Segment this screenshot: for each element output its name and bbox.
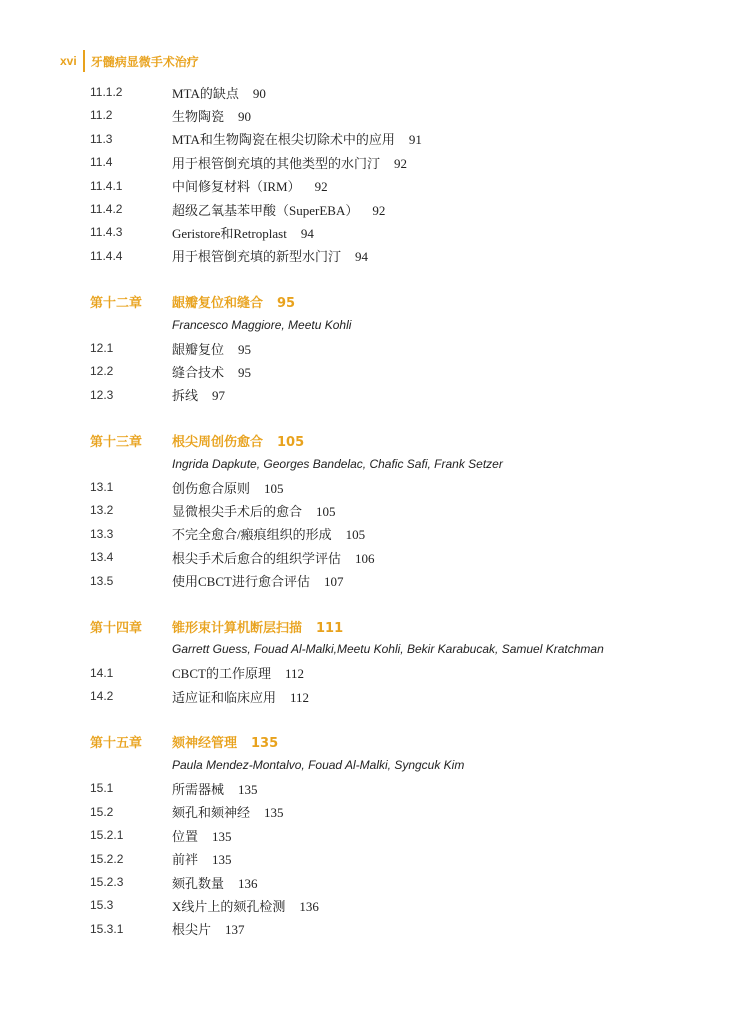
section-title-text: 不完全愈合/瘢痕组织的形成 [172,527,332,543]
section-page: 95 [238,364,252,380]
section-title-text: 用于根管倒充填的其他类型的水门汀 [172,155,381,171]
section-title [172,339,251,358]
section-title-text: 创伤愈合原则 [172,480,251,496]
chapter-title-text: 根尖周创伤愈合 [172,434,264,450]
header-divider [83,50,85,72]
section-number: 12.1 [90,341,114,355]
section-title-text: 龈瓣复位 [172,341,225,357]
section-title [172,223,314,242]
section-number: 15.2.2 [90,851,124,866]
section-page: 94 [300,225,314,241]
section-page: 112 [290,689,310,705]
chapter-label: 第十四章 [90,620,143,636]
chapter-title-text: 锥形束计算机断层扫描 [172,620,303,636]
section-number: 13.4 [90,550,114,565]
chapter-page: 95 [277,295,296,311]
section-page: 112 [284,666,304,682]
section-title-text: MTA和生物陶瓷在根尖切除术中的应用 [172,132,395,148]
section-number: 15.3.1 [90,921,124,936]
section-title [172,687,309,706]
section-title-text: 生物陶瓷 [172,108,225,124]
section-title-text: 所需器械 [172,781,225,797]
section-title-text: 中间修复材料（IRM） [172,179,301,195]
section-number: 14.1 [90,665,114,680]
section-title-text: 显微根尖手术后的愈合 [172,503,303,519]
section-number: 12.2 [90,364,114,379]
section-number: 11.3 [90,131,113,146]
section-number: 11.4.4 [90,248,123,263]
section-page: 135 [212,828,232,844]
chapter-page: 111 [316,620,344,636]
chapter-title-text: 颏神经管理 [172,736,238,752]
section-number: 11.1.2 [90,85,123,99]
section-page: 95 [238,341,252,357]
chapter-page: 105 [277,434,305,450]
section-title [172,246,368,265]
section-page: 97 [212,388,226,404]
section-title-text: 用于根管倒充填的新型水门汀 [172,249,342,265]
section-page: 90 [252,85,266,101]
section-title-text: MTA的缺点 [172,85,239,101]
section-page: 105 [345,527,366,543]
section-page: 92 [314,179,328,195]
section-page: 136 [299,898,319,914]
section-title-text: 根尖手术后愈合的组织学评估 [172,550,342,566]
section-title [172,129,422,148]
section-title [172,919,245,938]
section-page: 94 [355,249,369,265]
chapter-label: 第十五章 [90,736,143,752]
chapter-label: 第十三章 [90,434,143,450]
section-title [172,362,251,381]
section-title [172,385,225,404]
section-page: 92 [372,202,386,218]
section-page: 91 [408,132,422,148]
section-title [172,571,343,590]
section-number: 13.5 [90,573,114,588]
section-title-text: CBCT的工作原理 [172,666,271,682]
section-title [172,524,365,543]
section-title [172,663,304,682]
section-number: 13.2 [90,503,114,518]
section-number: 15.3 [90,898,114,913]
section-number: 13.1 [90,480,114,494]
chapter-title [172,292,295,311]
section-page: 135 [238,781,258,797]
section-number: 14.2 [90,689,114,704]
section-title-text: 缝合技术 [172,364,225,380]
section-number: 15.2 [90,804,114,819]
section-title [172,802,284,821]
chapter-page: 135 [251,736,279,752]
section-title [172,826,232,845]
section-title [172,83,266,102]
section-page: 137 [225,922,245,938]
section-title [172,478,284,497]
section-number: 11.4 [90,155,113,170]
section-number: 15.2.3 [90,875,124,889]
section-title-text: 颏孔和颏神经 [172,805,251,821]
book-title: 牙髓病显微手术治疗 [90,54,199,69]
chapter-title-text: 龈瓣复位和缝合 [172,295,264,311]
section-title-text: 使用CBCT进行愈合评估 [172,574,310,590]
section-title [172,153,407,172]
section-page: 135 [212,852,232,868]
chapter-authors: Ingrida Dapkute, Georges Bandelac, Chafic Safi, Frank Setzer [172,456,503,471]
running-header [60,50,199,72]
section-page: 90 [238,108,252,124]
page-number: xvi [60,54,77,68]
section-title-text: 位置 [172,828,199,844]
section-number: 15.1 [90,781,114,796]
chapter-authors: Garrett Guess, Fouad Al-Malki,Meetu Kohli, Bekir Karabucak, Samuel Kratchman [172,642,604,657]
section-number: 15.2.1 [90,828,124,843]
section-title [172,896,319,915]
section-page: 107 [323,574,344,590]
section-number: 12.3 [90,387,114,402]
section-page: 136 [238,875,258,891]
chapter-label: 第十二章 [90,295,143,311]
section-number: 13.3 [90,526,114,541]
section-title [172,779,258,798]
section-title-text: 超级乙氧基苯甲酸（SuperEBA） [172,202,359,218]
section-title-text: 适应证和临床应用 [172,689,277,705]
section-page: 105 [316,503,336,519]
chapter-authors: Francesco Maggiore, Meetu Kohli [172,317,352,332]
section-title-text: 根尖片 [172,922,212,938]
chapter-title [172,617,343,636]
section-title [172,501,336,520]
section-title [172,106,251,125]
section-title-text: X线片上的颏孔检测 [172,898,286,914]
section-page: 106 [355,550,375,566]
section-page: 135 [264,805,284,821]
section-title-text: 颏孔数量 [172,875,225,891]
chapter-title [172,431,304,450]
section-number: 11.4.2 [90,202,123,216]
section-title [172,176,328,195]
section-number: 11.4.3 [90,225,123,240]
chapter-title [172,732,278,751]
section-title [172,200,385,219]
section-page: 92 [394,155,408,171]
section-title-text: 拆线 [172,388,199,404]
section-number: 11.4.1 [90,178,123,193]
section-number: 11.2 [90,108,113,123]
section-title-text: Geristore和Retroplast [172,225,287,241]
section-title [172,873,258,892]
section-title [172,849,232,868]
section-title [172,548,375,567]
chapter-authors: Paula Mendez-Montalvo, Fouad Al-Malki, Syngcuk Kim [172,758,465,772]
section-page: 105 [264,480,284,496]
section-title-text: 前袢 [172,852,199,868]
